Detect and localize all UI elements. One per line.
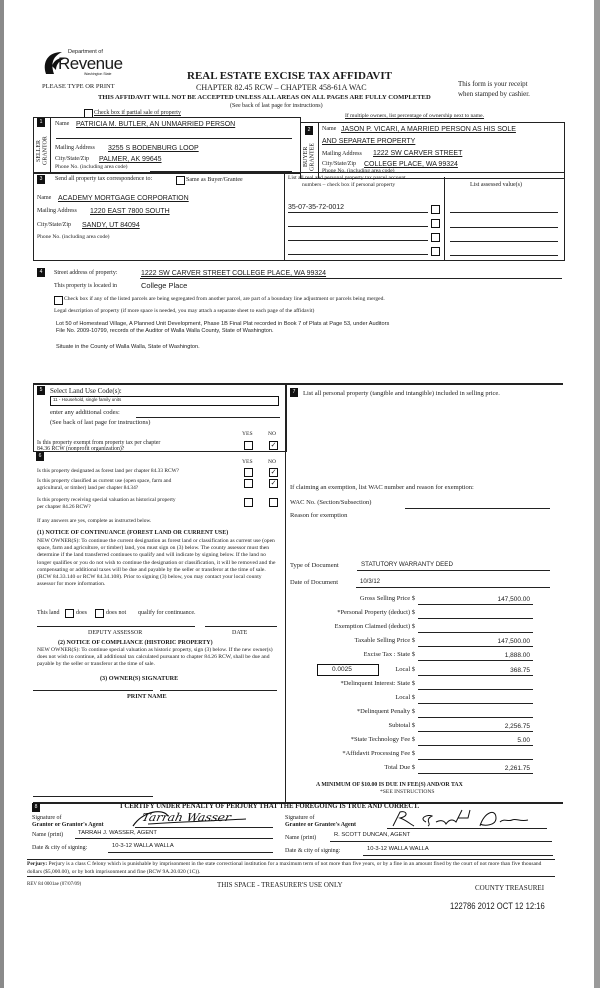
treasurer-stamp: 122786 2012 OCT 12 12:16	[450, 901, 545, 911]
tax-line-label: Taxable Selling Price $	[354, 637, 415, 645]
divider	[318, 122, 319, 178]
land-use-see-back: (See back of last page for instructions)	[50, 419, 151, 426]
tax-line-underline	[418, 703, 533, 704]
grantee-date-field[interactable]: 10-3-12 WALLA WALLA	[367, 846, 429, 852]
grantor-date-field[interactable]: 10-3-12 WALLA WALLA	[112, 843, 174, 849]
question-text: per chapter 84.26 RCW?	[37, 504, 91, 510]
personal-property-label: List all personal property (tangible and intangible) included in selling price.	[303, 390, 500, 397]
same-as-buyer-checkbox[interactable]	[176, 176, 185, 185]
owner-signature-label: (3) OWNER(S) SIGNATURE	[100, 675, 179, 682]
personal-property-checkbox[interactable]	[431, 247, 440, 256]
doc-date-label: Date of Document	[290, 579, 339, 586]
doc-type-label: Type of Document	[290, 562, 339, 569]
tax-line-underline	[418, 759, 533, 760]
seller-address-label: Mailing Address	[55, 145, 95, 151]
does-not-label: does not	[106, 610, 127, 616]
form-warning: THIS AFFIDAVIT WILL NOT BE ACCEPTED UNLESS ALL AREAS ON ALL PAGES ARE FULLY COMPLETED	[98, 94, 431, 101]
land-use-selected: 11 - Household, single family units	[53, 397, 122, 402]
tax-line-underline	[418, 745, 533, 746]
buyer-phone-label[interactable]: Phone No. (including area code)	[322, 168, 395, 174]
tax-line-value[interactable]: 147,500.00	[497, 638, 530, 646]
correspondence-label: Send all property tax correspondence to:	[55, 176, 153, 182]
county-treasurer-label: COUNTY TREASUREI	[475, 884, 545, 892]
tax-line-label: *Personal Property (deduct) $	[337, 609, 415, 617]
this-land-label: This land	[37, 610, 60, 616]
tax-line-label: Subtotal $	[388, 721, 415, 729]
section-number-8: 8	[32, 803, 40, 812]
tax-line-underline	[418, 604, 533, 605]
street-label: Street address of property:	[54, 270, 118, 276]
divider	[50, 117, 51, 173]
buyer-name-label: Name	[322, 126, 337, 132]
notice-continuance-title: (1) NOTICE OF CONTINUANCE (FOREST LAND OR CURRENT USE)	[37, 530, 229, 536]
section-number-5: 5	[37, 386, 45, 395]
yes-header: YES	[242, 459, 253, 465]
form-chapter: CHAPTER 82.45 RCW – CHAPTER 458-61A WAC	[196, 83, 367, 92]
notice-compliance-body: NEW OWNER(S): To continue special valuation as historic property, sign (3) below. If the new owner(s) does not wish to continue, all additional tax calculated pursuant to chapter 84.26 RCW, shall be due and payable by the seller or transferor at the time of sale.	[37, 647, 273, 667]
grantor-sig-label-2: Grantor or Grantor's Agent	[32, 822, 104, 828]
segregated-label: Check box if any of the listed parcels are being segregated from another parcel, are part of a boundary line adjustment or parcels being merged.	[64, 296, 385, 302]
parcel-number[interactable]: 35-07-35-72-0012	[288, 204, 345, 211]
divider	[27, 876, 555, 877]
perjury-text: Perjury is a class C felony which is punishable by imprisonment in the state correctional institution for a maximum term of not more than five years, or by a fine in an amount fixed by the court of not more than five thousand dollars ($5,000.00), or by both imprisonment and fine (RCW 9A.20.020 (1C)).	[27, 861, 542, 875]
deputy-assessor-label: DEPUTY ASSESSOR	[88, 630, 143, 636]
buyer-name-field[interactable]: JASON P. VICARI, A MARRIED PERSON AS HIS SOLE	[341, 126, 516, 133]
print-name-line[interactable]	[33, 796, 153, 797]
exemption-label: If claiming an exemption, list WAC number and reason for exemption:	[290, 484, 474, 491]
grantee-name-field[interactable]: R. SCOTT DUNCAN, AGENT	[334, 832, 411, 838]
parcel-header-2: numbers – check box if personal property	[302, 182, 396, 188]
scan-edge-right	[594, 0, 600, 988]
section-number-3: 3	[37, 175, 45, 184]
personal-property-checkbox[interactable]	[431, 219, 440, 228]
question-text: Is this property designated as forest land per chapter 84.33 RCW?	[37, 468, 180, 474]
scan-edge-left	[0, 0, 4, 988]
divider	[27, 859, 555, 860]
doc-type-field[interactable]: STATUTORY WARRANTY DEED	[361, 561, 453, 568]
question-text: Is this property receiving special valuation as historical property	[37, 497, 176, 503]
logo-revenue: Revenue	[58, 54, 123, 73]
no-checkbox[interactable]: ✓	[270, 468, 277, 476]
yes-header: YES	[242, 431, 253, 437]
corr-name-label: Name	[37, 195, 52, 201]
buyer-grantee-label: BUYER GRANTEE	[303, 143, 316, 171]
minimum-note: A MINIMUM OF $10.00 IS DUE IN FEE(S) AND/OR TAX	[316, 782, 463, 788]
reason-label: Reason for exemption	[290, 512, 348, 519]
located-label: This property is located in	[54, 283, 117, 289]
parcel-line	[288, 226, 428, 227]
parcel-header-1: List all real and personal property tax parcel account	[288, 175, 406, 181]
segregated-checkbox[interactable]	[54, 296, 63, 305]
grantor-name-line	[75, 838, 273, 839]
street-line	[140, 278, 562, 279]
seller-name-label: Name	[55, 121, 70, 127]
receipt-note-2: when stamped by cashier.	[458, 90, 530, 98]
receipt-note-1: This form is your receipt	[458, 80, 528, 88]
corr-city-label: City/State/Zip	[37, 222, 71, 228]
perjury-label: Perjury:	[27, 861, 48, 867]
assessor-date-line[interactable]	[205, 626, 277, 627]
land-use-label: Select Land Use Code(s):	[50, 387, 122, 395]
tax-line-value[interactable]: 2,256.75	[504, 722, 530, 730]
assessed-line	[450, 255, 558, 256]
deputy-assessor-line[interactable]	[37, 626, 195, 627]
tax-line-underline	[418, 660, 533, 661]
exempt-yes-checkbox[interactable]	[244, 441, 253, 450]
grantee-name-line	[330, 841, 552, 842]
grantor-date-line	[108, 852, 273, 853]
seller-city-label: City/State/Zip	[55, 156, 89, 162]
qualify-label: qualify for continuance.	[138, 610, 196, 616]
perjury-notice	[27, 861, 557, 876]
tax-line-label: *Delinquent Interest: State $	[340, 679, 415, 687]
tax-line-value[interactable]: 2,261.75	[504, 765, 530, 773]
form-revision: REV 84 0001ae (07/07/09)	[27, 882, 82, 887]
tax-line-underline	[418, 689, 533, 690]
logo-state: Washington State	[84, 72, 112, 76]
grantee-date-label: Date & city of signing:	[285, 848, 341, 854]
parcel-line	[288, 254, 428, 255]
same-as-buyer-label: Same as Buyer/Grantee	[186, 177, 243, 183]
tax-line-value[interactable]: 1,888.00	[504, 652, 530, 660]
grantee-date-line	[363, 855, 553, 856]
grantee-name-label: Name (print)	[285, 835, 317, 841]
personal-property-checkbox[interactable]	[431, 233, 440, 242]
corr-address-field[interactable]: 1220 EAST 7800 SOUTH	[90, 208, 170, 215]
owner-signature-line[interactable]	[160, 690, 277, 691]
corr-name-field[interactable]: ACADEMY MORTGAGE CORPORATION	[58, 195, 189, 202]
partial-sale-label: Check box if partial sale of property	[94, 110, 181, 116]
local-rate-box[interactable]	[317, 664, 379, 676]
no-header: NO	[268, 459, 277, 465]
additional-codes-field[interactable]	[136, 417, 280, 418]
yes-checkbox[interactable]	[244, 468, 253, 477]
exempt-question-1: Is this property exempt from property tax per chapter	[37, 440, 161, 446]
personal-property-checkbox[interactable]	[431, 205, 440, 214]
no-checkbox[interactable]: ✓	[270, 479, 277, 487]
no-checkbox[interactable]	[269, 498, 278, 507]
tax-line-label: Exemption Claimed (deduct) $	[334, 623, 415, 631]
section-number-6: 6	[36, 452, 44, 461]
does-not-qualify-checkbox[interactable]	[95, 609, 104, 618]
seller-grantor-label: SELLER GRANTOR	[36, 136, 49, 166]
legal-description-1[interactable]: Lot 50 of Homestead Village, A Planned Unit Development, Phase 1B Final Plat recorded in Book 7 of Plats at Page 53, under Auditors	[56, 321, 390, 327]
date-label: DATE	[232, 630, 248, 636]
tax-line-underline	[418, 675, 533, 676]
buyer-address-label: Mailing Address	[322, 151, 362, 157]
tax-line-underline	[418, 646, 533, 647]
grantor-signature[interactable]: Tarrah Wasser	[140, 811, 233, 824]
seller-phone-label[interactable]: Phone No. (including area code)	[55, 164, 128, 170]
grantor-date-label: Date & city of signing:	[32, 845, 88, 851]
exempt-question-2: 84.36 RCW (nonprofit organization)?	[37, 446, 125, 452]
treasurer-use-label: THIS SPACE - TREASURER'S USE ONLY	[217, 881, 343, 889]
tax-line-underline	[418, 632, 533, 633]
tax-line-value[interactable]: 368.75	[510, 666, 530, 674]
grantee-sig-line	[387, 828, 547, 829]
divider	[284, 172, 285, 260]
grantee-signature[interactable]	[388, 806, 538, 830]
assessed-line	[450, 227, 558, 228]
see-instructions: *SEE INSTRUCTIONS	[380, 789, 435, 795]
grantee-sig-label-1: Signature of	[285, 815, 315, 821]
divider	[444, 177, 445, 260]
tax-line-underline	[418, 731, 533, 732]
local-rate: 0.0025	[332, 666, 352, 673]
section-number-1: 1	[37, 118, 45, 127]
tax-line-label: *Affidavit Processing Fee $	[342, 750, 415, 758]
see-back-note: (See back of last page for instructions)	[230, 103, 323, 109]
tax-line-label: *State Technology Fee $	[350, 736, 415, 743]
legal-description-2[interactable]: File No. 2009-10799, records of the Auditor of Walla Walla County, State of Washington.	[56, 328, 274, 334]
buyer-address-field[interactable]: 1222 SW CARVER STREET	[373, 150, 463, 157]
tax-line-label: Excise Tax : State $	[363, 651, 415, 659]
section-number-4: 4	[37, 268, 45, 277]
question-text: Is this property classified as current use (open space, farm and	[37, 478, 172, 484]
logo-department: Department of	[68, 49, 103, 55]
does-qualify-checkbox[interactable]	[65, 609, 74, 618]
seller-address-field[interactable]: 3255 S BODENBURG LOOP	[108, 145, 199, 152]
wac-label: WAC No. (Section/Subsection)	[290, 499, 372, 506]
wac-field[interactable]	[405, 508, 550, 509]
print-name-label: PRINT NAME	[127, 693, 167, 700]
additional-codes-label: enter any additional codes:	[50, 409, 120, 416]
parcel-line	[288, 212, 428, 213]
tax-line-underline	[418, 717, 533, 718]
grantor-name-field[interactable]: TARRAH J. WASSER, AGENT	[78, 830, 157, 836]
tax-line-value[interactable]: 5.00	[517, 737, 530, 744]
dor-logo	[40, 46, 125, 82]
please-type: PLEASE TYPE OR PRINT	[42, 83, 115, 90]
tax-line-label: Gross Selling Price $	[359, 595, 415, 602]
multiple-owners-note: If multiple owners, list percentage of ownership next to name.	[345, 113, 485, 119]
grantee-sig-label-2: Grantee or Grantee's Agent	[285, 822, 357, 828]
section-number-2: 2	[305, 126, 313, 135]
yes-checkbox[interactable]	[244, 498, 253, 507]
no-header: NO	[268, 431, 277, 437]
question-text: agricultural, or timber) land per chapter 84.34?	[37, 485, 139, 491]
assessed-header: List assessed value(s)	[470, 182, 522, 188]
corr-city-field[interactable]: SANDY, UT 84094	[82, 222, 140, 229]
assessed-line	[450, 212, 558, 213]
does-label: does	[76, 610, 87, 616]
tax-line-underline	[418, 618, 533, 619]
tax-line-underline	[418, 773, 533, 774]
corr-address-label: Mailing Address	[37, 208, 77, 214]
owner-signature-line[interactable]	[33, 690, 153, 691]
exempt-no-checkbox[interactable]: ✓	[270, 441, 277, 449]
notice-compliance-title: (2) NOTICE OF COMPLIANCE (HISTORIC PROPERTY)	[58, 640, 213, 646]
tax-line-label: *Delinquent Penalty $	[356, 707, 415, 715]
seller-city-field[interactable]: PALMER, AK 99645	[99, 156, 162, 163]
tax-line-value[interactable]: 147,500.00	[497, 596, 530, 603]
doc-type-line	[357, 570, 550, 571]
grantor-name-label: Name (print)	[32, 832, 64, 838]
grantor-sig-line	[135, 827, 273, 828]
tax-line-label: Local $	[395, 665, 415, 673]
legal-label: Legal description of property (if more space is needed, you may attach a separate sheet to each page of the affidavit)	[54, 308, 315, 314]
doc-date-line	[356, 587, 550, 588]
street-field[interactable]: 1222 SW CARVER STREET COLLEGE PLACE, WA 99324	[141, 270, 327, 277]
tax-line-label: Total Due $	[384, 764, 415, 772]
legal-description-3[interactable]: Situate in the County of Walla Walla, State of Washington.	[56, 344, 200, 350]
doc-date-field[interactable]: 10/3/12	[360, 579, 381, 585]
yes-checkbox[interactable]	[244, 479, 253, 488]
buyer-name-field-2[interactable]: AND SEPARATE PROPERTY	[322, 138, 416, 145]
buyer-city-label: City/State/Zip	[322, 161, 356, 167]
parcel-line	[288, 240, 428, 241]
notice-continuance-body: NEW OWNER(S): To continue the current designation as forest land or classification as current use (open space, farm and agriculture, or timber) land, you must sign on (3) below. The county assessor must then determine if the land transferred continues to qualify and will indicate by signing below. If the land no longer qualifies or you do not wish to continue the designation or classification, it will be removed and the compensating or additional taxes will be due and payable by the seller or transferor at the time of sale. (RCW 84.33.140 or RCW 84.34.108). Prior to signing (3) below, you may contact your local county assessor for more information.	[37, 538, 276, 588]
form-title: REAL ESTATE EXCISE TAX AFFIDAVIT	[187, 70, 392, 82]
assessed-line	[450, 241, 558, 242]
tax-line-label: Local $	[395, 693, 415, 701]
certify-heading: I CERTIFY UNDER PENALTY OF PERJURY THAT THE FOREGOING IS TRUE AND CORRECT.	[120, 803, 420, 810]
seller-name-field[interactable]: PATRICIA M. BUTLER, AN UNMARRIED PERSON	[76, 121, 236, 128]
section-number-7: 7	[290, 388, 298, 397]
buyer-city-field[interactable]: COLLEGE PLACE, WA 99324	[364, 161, 458, 168]
land-use-select[interactable]	[50, 396, 279, 406]
located-field[interactable]: College Place	[141, 281, 188, 290]
grantor-sig-label-1: Signature of	[32, 815, 62, 821]
corr-phone-label[interactable]: Phone No. (including area code)	[37, 234, 110, 240]
seller-name-line-2	[56, 138, 292, 139]
if-yes-note: If any answers are yes, complete as instructed below.	[37, 518, 152, 524]
